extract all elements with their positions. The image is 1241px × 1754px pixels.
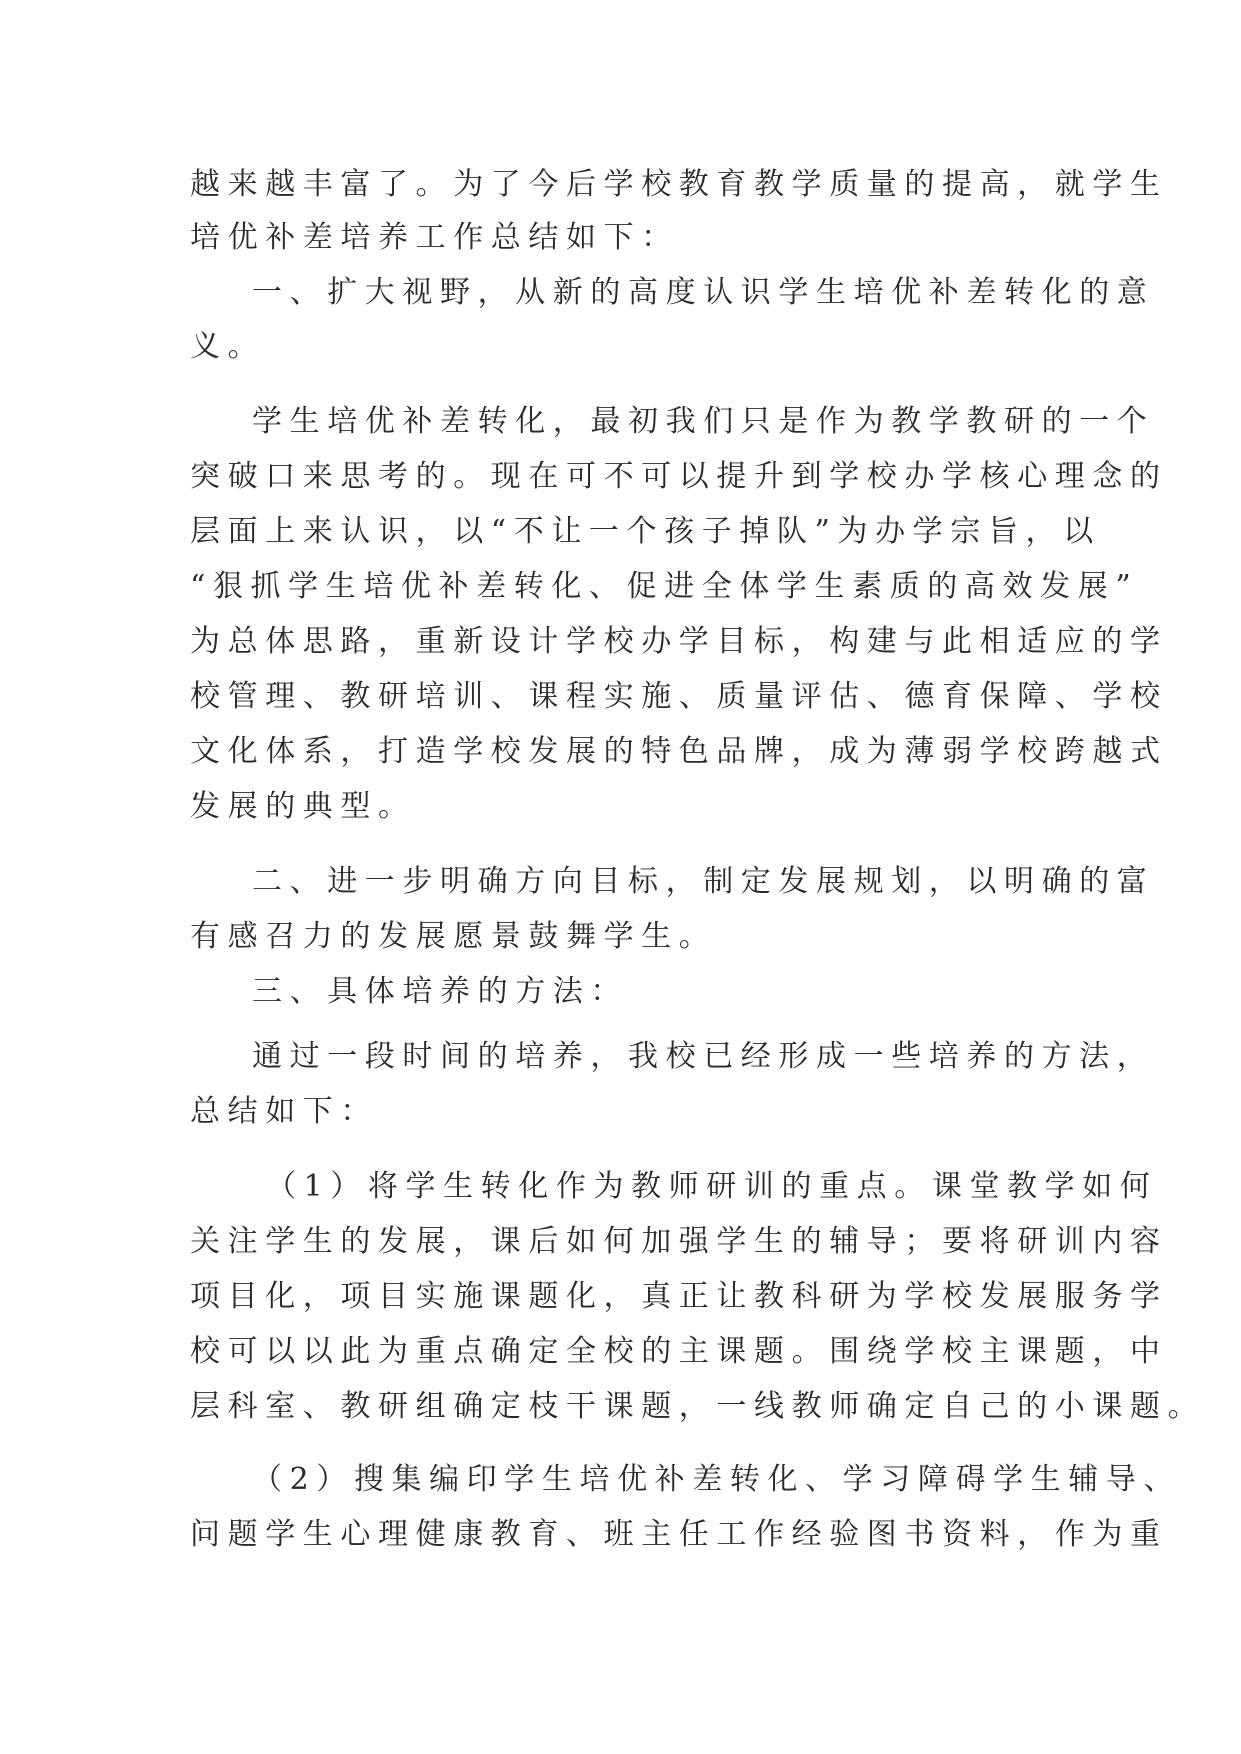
text-line: 校可以以此为重点确定全校的主课题。围绕学校主课题，中 (190, 1334, 1168, 1369)
text-line: 义。 (190, 329, 266, 364)
text-line: 层科室、教研组确定枝干课题，一线教师确定自己的小课题。 (190, 1389, 1206, 1424)
text-line: 有感召力的发展愿景鼓舞学生。 (190, 919, 717, 954)
text-line: 培优补差培养工作总结如下： (190, 220, 679, 255)
list-item: （1）将学生转化作为教师研训的重点。课堂教学如何 (266, 1169, 1158, 1204)
text-line: 总结如下： (190, 1094, 378, 1129)
text-line: 问题学生心理健康教育、班主任工作经验图书资料，作为重 (190, 1517, 1168, 1552)
text-line: 文化体系，打造学校发展的特色品牌，成为薄弱学校跨越式 (190, 734, 1168, 769)
text-line: 项目化，项目实施课题化，真正让教科研为学校发展服务学 (190, 1279, 1168, 1314)
text-line: 学生培优补差转化，最初我们只是作为教学教研的一个 (252, 404, 1155, 439)
list-item: （2）搜集编印学生培优补差转化、学习障碍学生辅导、 (252, 1462, 1182, 1497)
section-heading: 三、具体培养的方法： (252, 974, 628, 1009)
text-line: 层面上来认识，以“不让一个孩子掉队”为办学宗旨，以 (190, 514, 1101, 549)
text-line: 越来越丰富了。为了今后学校教育教学质量的提高，就学生 (190, 167, 1168, 202)
text-line: 发展的典型。 (190, 789, 416, 824)
text-line: 校管理、教研培训、课程实施、质量评估、德育保障、学校 (190, 679, 1168, 714)
text-line: 通过一段时间的培养，我校已经形成一些培养的方法， (252, 1039, 1155, 1074)
section-heading: 二、进一步明确方向目标，制定发展规划，以明确的富 (252, 864, 1155, 899)
section-heading: 一、扩大视野，从新的高度认识学生培优补差转化的意 (252, 275, 1155, 310)
text-line: 为总体思路，重新设计学校办学目标，构建与此相适应的学 (190, 624, 1168, 659)
text-line: 突破口来思考的。现在可不可以提升到学校办学核心理念的 (190, 459, 1168, 494)
text-line: 关注学生的发展，课后如何加强学生的辅导；要将研训内容 (190, 1224, 1168, 1259)
text-line: “狠抓学生培优补差转化、促进全体学生素质的高效发展” (190, 569, 1139, 604)
